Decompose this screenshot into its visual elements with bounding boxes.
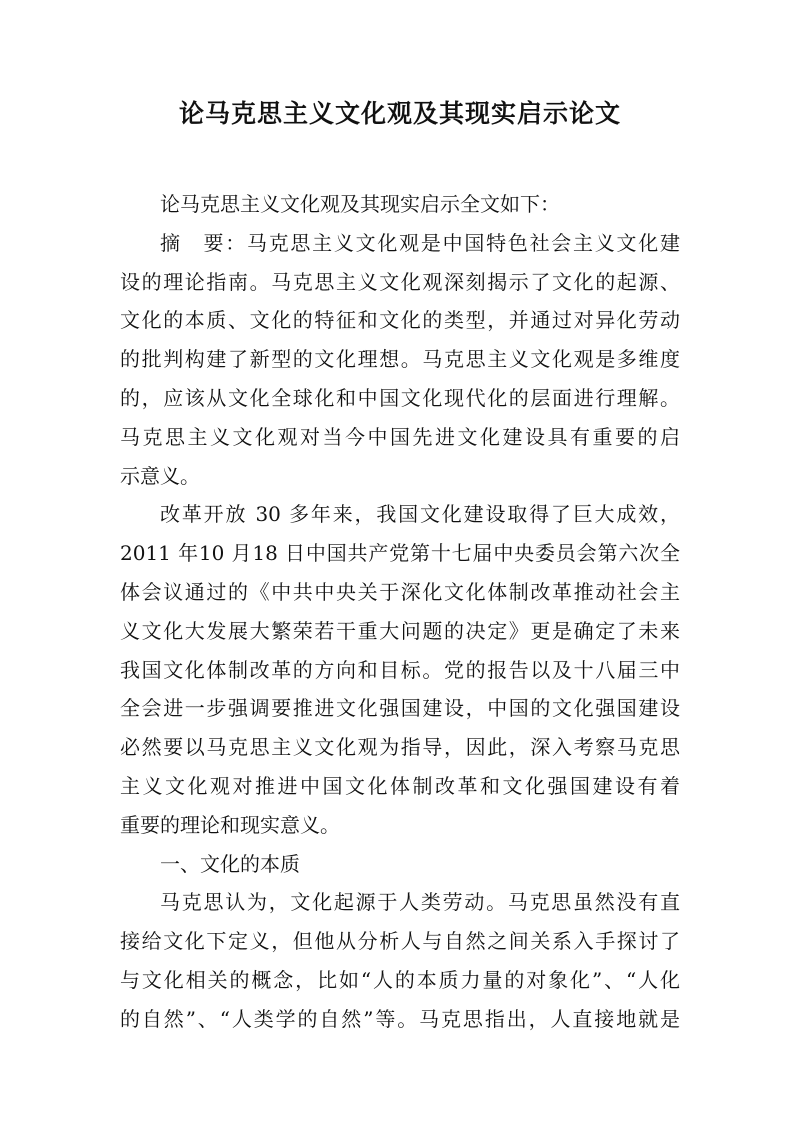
text-line: 的，应该从文化全球化和中国文化现代化的层面进行理解。 xyxy=(120,385,680,410)
text-line: 示意义。 xyxy=(120,463,200,488)
text-line: 的批判构建了新型的文化理想。马克思主义文化观是多维度 xyxy=(120,347,680,372)
text-line: 我国文化体制改革的方向和目标。党的报告以及十八届三中 xyxy=(120,657,680,682)
text-line: 体会议通过的《中共中央关于深化文化体制改革推动社会主 xyxy=(120,579,680,604)
text-line: 必然要以马克思主义文化观为指导，因此，深入考察马克思 xyxy=(120,735,680,760)
text-line: 的自然”、“人类学的自然”等。马克思指出，人直接地就是 xyxy=(120,1006,680,1031)
text-line: 全会进一步强调要推进文化强国建设，中国的文化强国建设 xyxy=(120,696,680,721)
text-line: 改革开放 30 多年来，我国文化建设取得了巨大成效， xyxy=(160,502,680,527)
document-body xyxy=(120,185,680,1039)
text-line: 义文化大发展大繁荣若干重大问题的决定》更是确定了未来 xyxy=(120,618,680,643)
text-line: 马克思主义文化观对当今中国先进文化建设具有重要的启 xyxy=(120,424,680,449)
text-line: 设的理论指南。马克思主义文化观深刻揭示了文化的起源、 xyxy=(120,269,680,294)
text-line: 主义文化观对推进中国文化体制改革和文化强国建设有着 xyxy=(120,773,680,798)
text-line: 接给文化下定义，但他从分析人与自然之间关系入手探讨了 xyxy=(120,929,680,954)
text-line: 2011 年10 月18 日中国共产党第十七届中央委员会第六次全 xyxy=(120,541,680,566)
text-line: 马克思认为，文化起源于人类劳动。马克思虽然没有直 xyxy=(160,890,680,915)
text-line: 论马克思主义文化观及其现实启示全文如下： xyxy=(160,192,560,216)
document-title: 论马克思主义文化观及其现实启示论文 xyxy=(178,99,621,128)
text-line: 摘 要：马克思主义文化观是中国特色社会主义文化建 xyxy=(160,230,680,255)
text-line: 文化的本质、文化的特征和文化的类型，并通过对异化劳动 xyxy=(120,308,680,333)
text-line: 一、文化的本质 xyxy=(160,851,300,876)
text-line: 与文化相关的概念，比如“人的本质力量的对象化”、“人化 xyxy=(120,967,680,992)
text-line: 重要的理论和现实意义。 xyxy=(120,812,340,837)
